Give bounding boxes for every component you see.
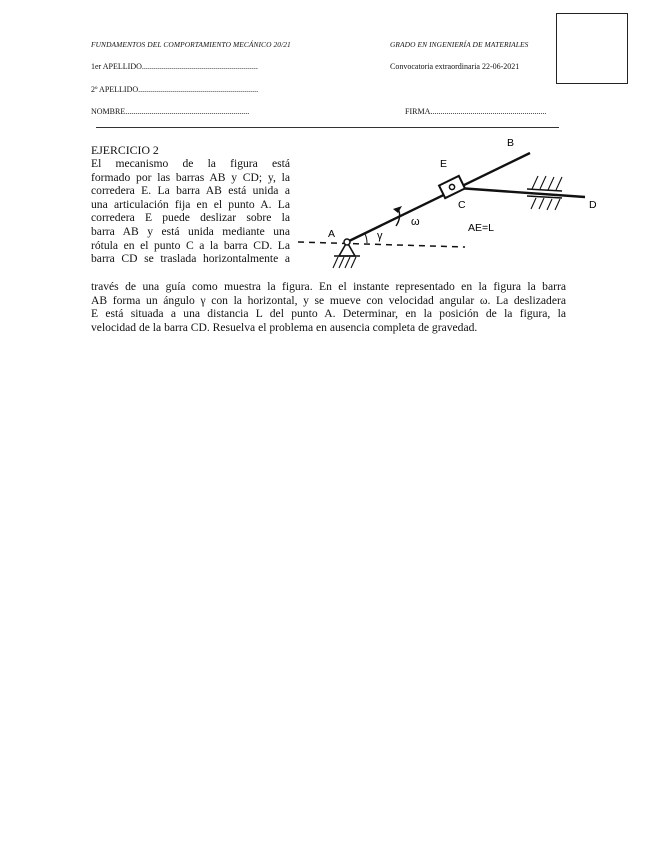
text-line: AB forma un ángulo γ con la horizontal, y se mueve con velocidad angular ω. La deslizadera (91, 293, 566, 307)
label-gamma: γ (377, 230, 383, 242)
text-line: formado por las barras AB y CD; y, la (91, 170, 290, 184)
label-omega: ω (411, 216, 420, 228)
text-line: corredera E. La barra AB está unida a (91, 184, 290, 198)
label-d: D (589, 199, 597, 211)
text-line: través de una guía como muestra la figura. En el instante representado en la figura la barra (91, 280, 566, 293)
bar-cd (458, 188, 585, 197)
text-line: velocidad de la barra CD. Resuelva el problema en ausencia completa de gravedad. (91, 320, 478, 334)
apellido2-field: 2º APELLIDO............................................................ (91, 85, 259, 94)
gamma-arc (365, 234, 367, 243)
bar-ab (347, 153, 530, 242)
label-a: A (328, 228, 336, 240)
apellido1-field: 1er APELLIDO.......................................................... (91, 62, 258, 71)
label-ae-l: AE=L (468, 222, 494, 234)
nombre-field: NOMBRE.............................................................. (91, 107, 250, 116)
text-line: una articulación fija en el punto A. La (91, 197, 290, 211)
text-line: rótula en el punto C a la barra CD. La (91, 238, 290, 252)
exercise-title: EJERCICIO 2 (91, 143, 159, 157)
label-b: B (507, 137, 515, 149)
text-line: El mecanismo de la figura está (91, 157, 290, 170)
text-line: barra AB y está unida mediante una (91, 224, 290, 238)
course-title: FUNDAMENTOS DEL COMPORTAMIENTO MECÁNICO 20/21 (91, 40, 291, 49)
text-line: barra CD se traslada horizontalmente a (91, 252, 290, 266)
firma-field: FIRMA.......................................................... (405, 107, 547, 116)
label-e: E (440, 158, 448, 170)
text-line: E está situada a una distancia L del punto A. Determinar, en la posición de la figura, la (91, 307, 566, 321)
text-line: corredera E puede deslizar sobre la (91, 211, 290, 225)
label-c: C (458, 199, 466, 211)
horizontal-reference-line (298, 242, 465, 247)
slider-e (439, 176, 465, 198)
convocatoria-text: Convocatoria extraordinaria 22-06-2021 (390, 62, 520, 71)
degree-title: GRADO EN INGENIERÍA DE MATERIALES (390, 40, 529, 49)
